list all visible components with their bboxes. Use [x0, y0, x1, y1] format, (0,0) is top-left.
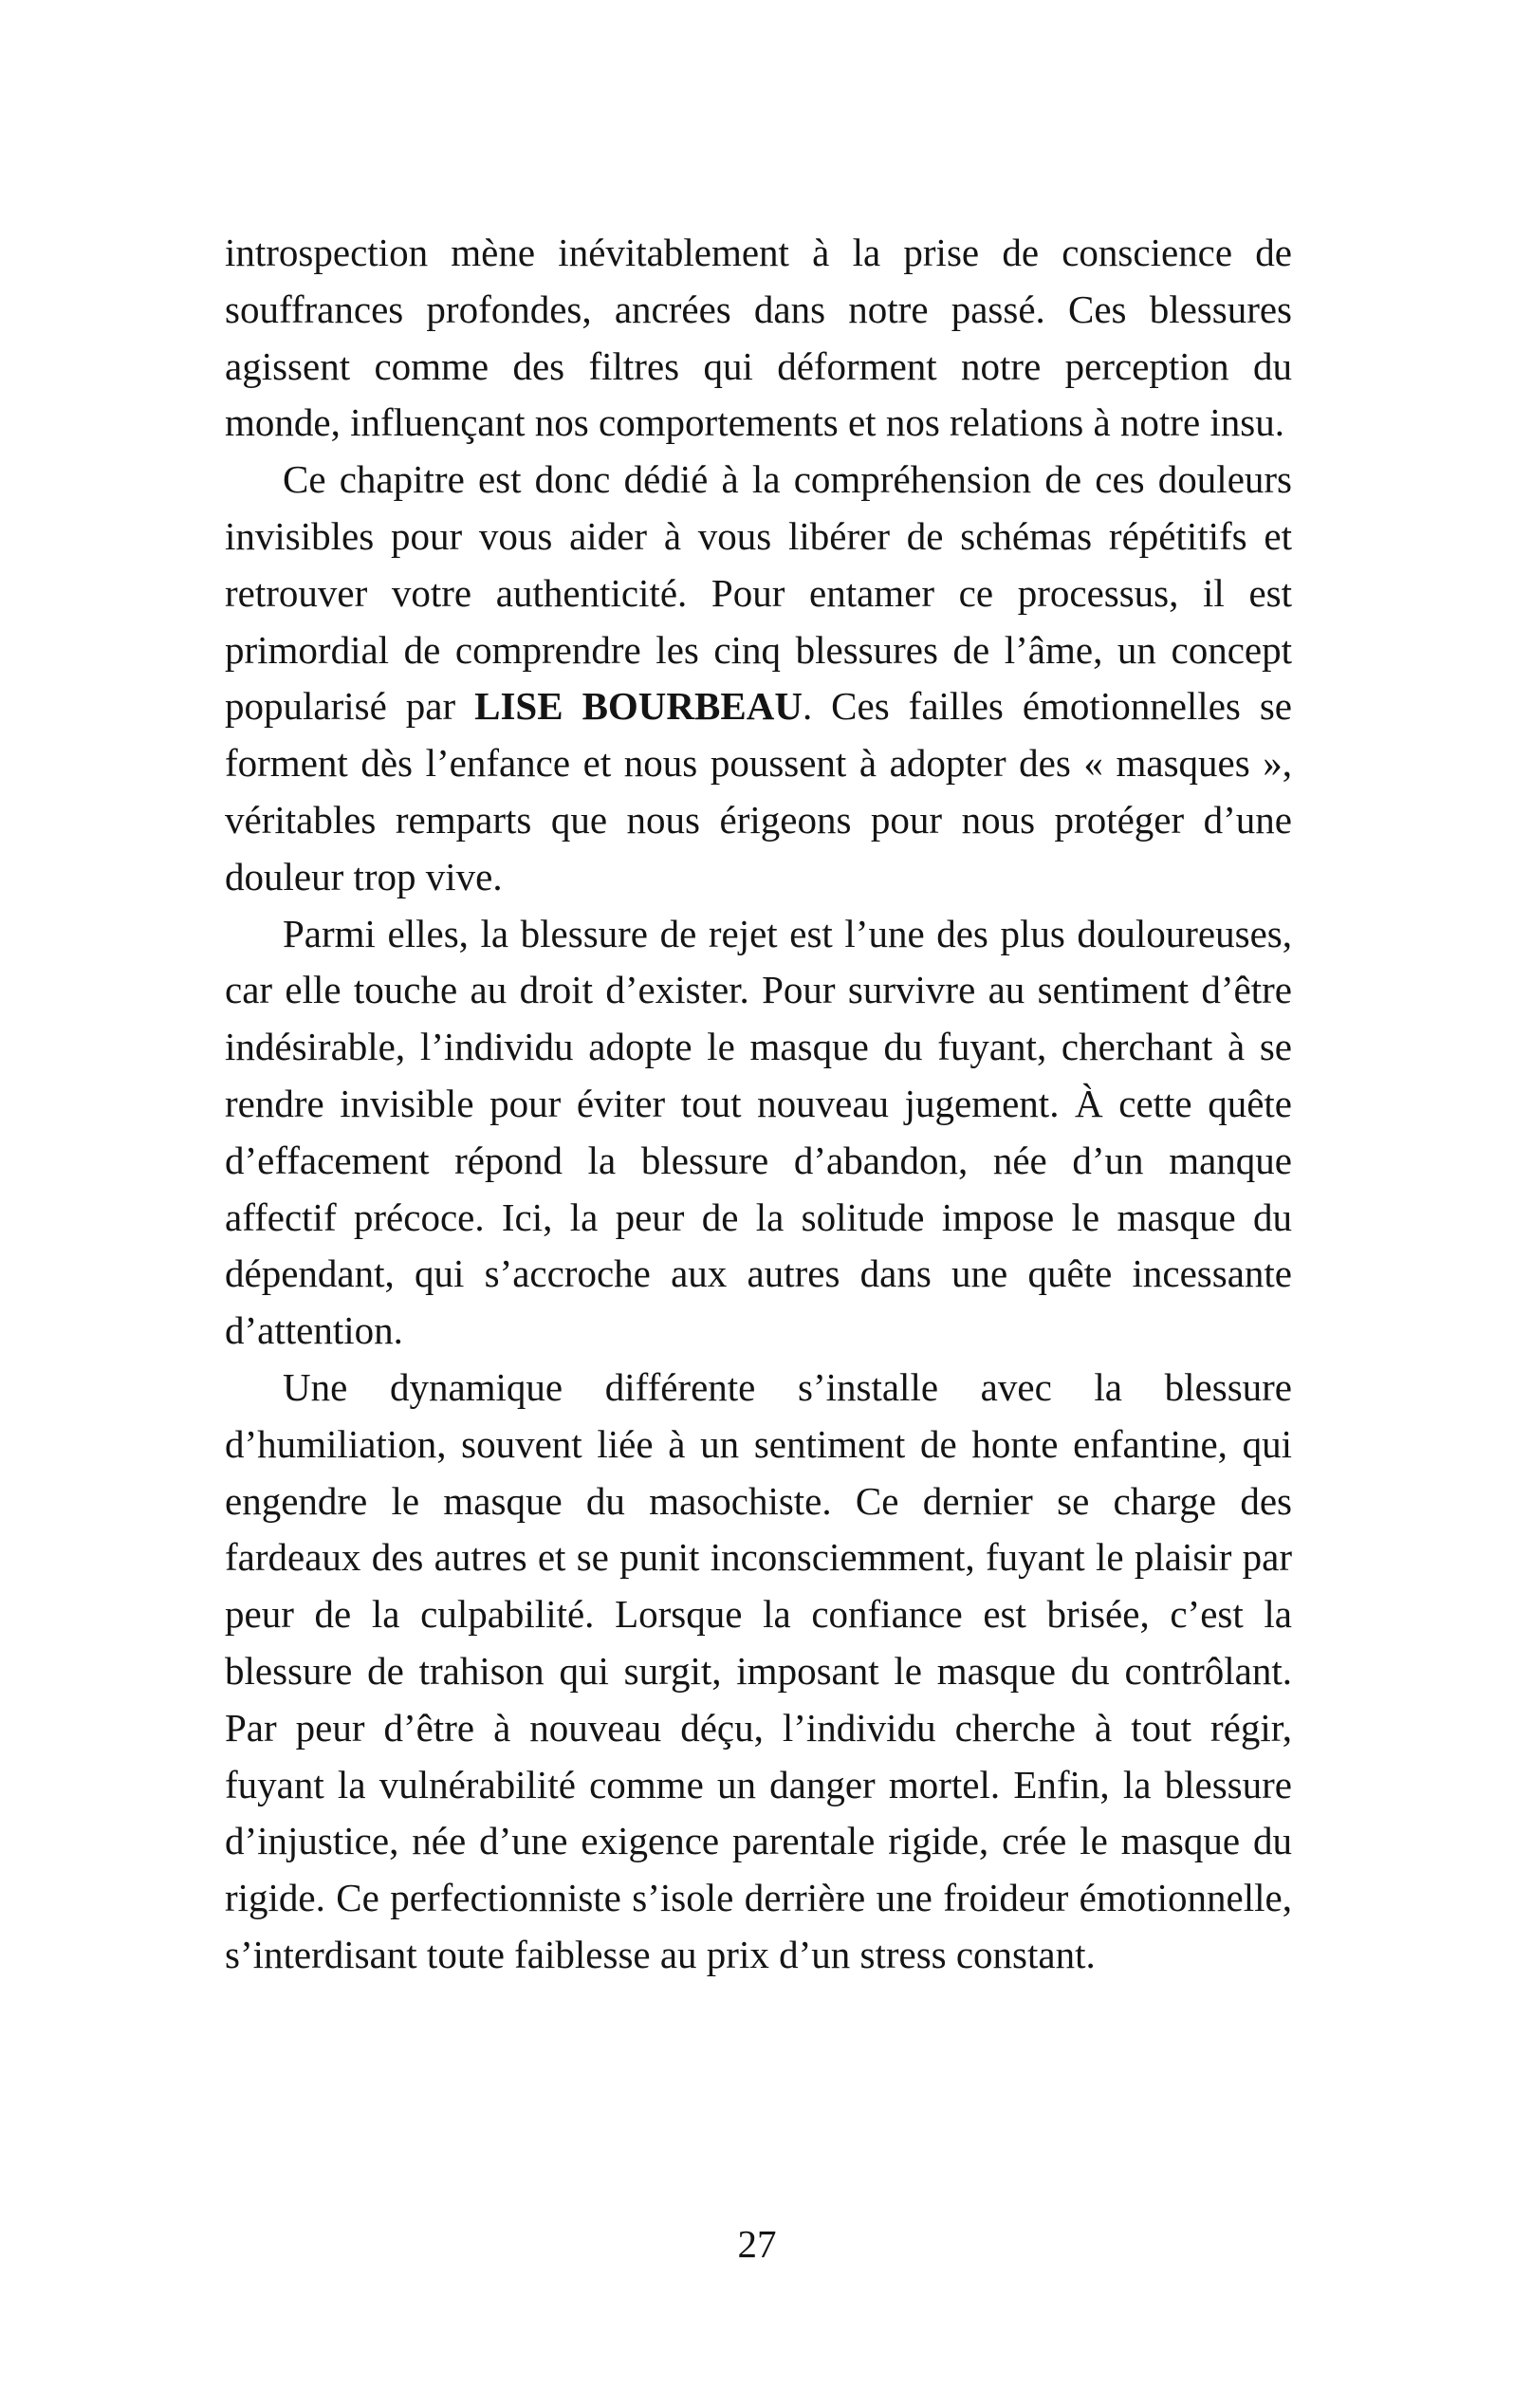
body-text	[225, 225, 1292, 1984]
paragraph-continuation	[225, 225, 1292, 452]
paragraph-text: introspection mène inévitablement à la prise de conscience de souffrances profondes, ancrées dans notre passé. Ces blessures agissent comme des filtres qui déforment notre perception du monde, influençant nos comportements et nos relations à notre insu.	[225, 231, 1292, 445]
paragraph-text: Parmi elles, la blessure de rejet est l’une des plus douloureuses, car elle touche au droit d’exister. Pour survivre au sentiment d’être indésirable, l’individu adopte le masque du fuyant, cherchant à se rendre invisible pour éviter tout nouveau jugement. À cette quête d’effacement répond la blessure d’abandon, née d’un manque affectif précoce. Ici, la peur de la solitude impose le masque du dépendant, qui s’accroche aux autres dans une quête incessante d’attention.	[225, 911, 1292, 1353]
paragraph-rejection-abandonment	[225, 906, 1292, 1360]
paragraph-text: Ce chapitre est donc dédié à la compréhension de ces douleurs invisibles pour vous aider à vous libérer de schémas répétitifs et retrouver votre authenticité. Pour entamer ce processus, il est primordial de comprendre les cinq blessures de l’âme, un concept popularisé par	[225, 457, 1292, 729]
page-number: 27	[737, 2222, 777, 2266]
paragraph-wounds-intro	[225, 452, 1292, 905]
paragraph-text: Une dynamique différente s’installe avec la blessure d’humiliation, souvent liée à un sentiment de honte enfantine, qui engendre le masque du masochiste. Ce dernier se charge des fardeaux des autres et se punit inconsciemment, fuyant le plaisir par peur de la culpabilité. Lorsque la confiance est brisée, c’est la blessure de trahison qui surgit, imposant le masque du contrôlant. Par peur d’être à nouveau déçu, l’individu cherche à tout régir, fuyant la vulnérabilité comme un danger mortel. Enfin, la blessure d’injustice, née d’une exigence parentale rigide, crée le masque du rigide. Ce perfectionniste s’isole derrière une froideur émotionnelle, s’interdisant toute faiblesse au prix d’un stress constant.	[225, 1364, 1292, 1976]
author-name: LISE BOURBEAU	[474, 684, 803, 729]
paragraph-humiliation-betrayal-injustice	[225, 1360, 1292, 1984]
paragraph-text: . Ces failles émotionnelles se forment dès l’enfance et nous poussent à adopter des « masques », véritables remparts que nous érigeons pour nous protéger d’une douleur trop vive.	[225, 684, 1292, 898]
